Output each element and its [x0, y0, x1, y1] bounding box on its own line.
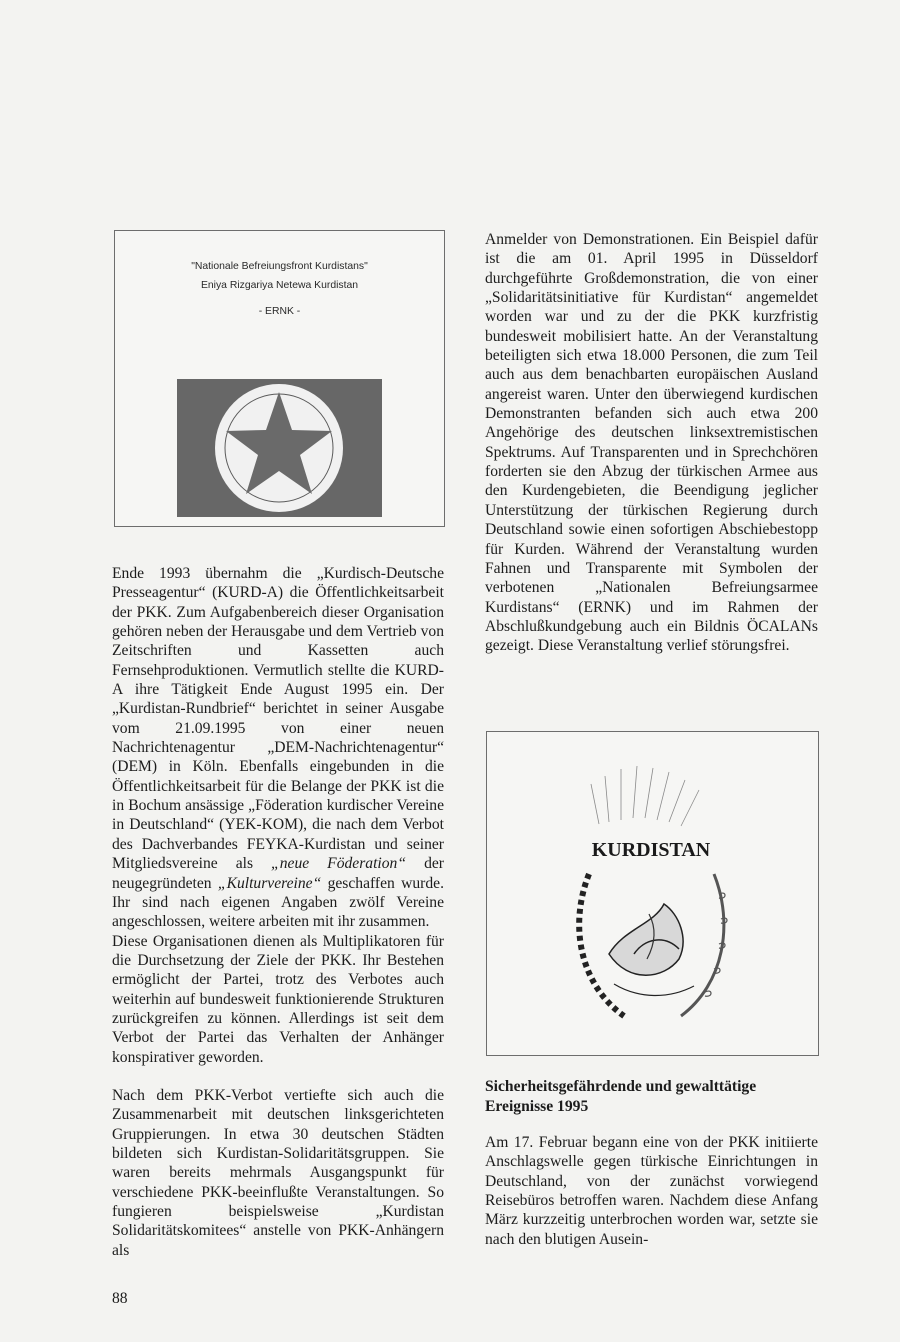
left-paragraph-1	[112, 564, 444, 932]
left-p1-italic-1: „neue Föderation“	[271, 855, 407, 873]
left-p1-text: Ende 1993 übernahm die „Kurdisch-Deutsche Presseagentur“ (KURD-A) die Öffentlichkeitsarbeit der PKK. Zum Aufgabenbereich dieser Organisation gehören neben der Herausgabe und dem Vertrieb von Zeitschriften und Kassetten auch Fernsehproduktionen. Vermutlich stellte die KURD-A ihre Tätigkeit Ende August 1995 ein. Der „Kurdistan-Rundbrief“ berichtet in seiner Ausgabe vom 21.09.1995 von einer neuen Nachrichtenagentur „DEM-Nachrichtenagentur“ (DEM) in Köln. Ebenfalls eingebunden in die Öffentlichkeitsarbeit für die Belange der PKK ist die in Bochum ansässige „Föderation kurdischer Vereine in Deutschland“ (YEK-KOM), die nach dem Verbot des Dachverbandes FEYKA-Kurdistan und seiner Mitgliedsvereine als	[112, 565, 444, 873]
page-number: 88	[112, 1290, 128, 1307]
right-paragraph-1: Anmelder von Demonstrationen. Ein Beispiel dafür ist die am 01. April 1995 in Düsseldorf durchgeführte Großdemonstration, die von einer „Solidaritätsinitiative für Kurdistan“ angemeldet worden war und zu der die PKK kurzfristig bundesweit mobilisiert hatte. An der Veranstaltung beteiligten sich etwa 18.000 Personen, die zum Teil auch aus dem benachbarten europäischen Ausland angereist waren. Unter den überwiegend kurdischen Demonstranten befanden sich auch etwa 200 Angehörige des deutschen linksextremistischen Spektrums. Auf Transparenten und in Sprechchören forderten sie den Abzug der türkischen Armee aus den Kurdengebieten, die Beendigung jeglicher Unterstützung der türkischen Regierung durch Deutschland sowie einen sofortigen Abschiebestopp für Kurden. Während der Veranstaltung wurden Fahnen und Transparente mit Symbolen der verbotenen „Nationalen Befreiungsarmee Kurdistans“ (ERNK) und im Rahmen der Abschlußkundgebung auch ein Bildnis ÖCALANs gezeigt. Diese Veranstaltung verlief störungsfrei.	[485, 231, 818, 655]
kurdistan-emblem-figure	[486, 731, 819, 1056]
emblem-text: KURDISTAN	[591, 839, 711, 861]
ernk-flag-image	[177, 379, 382, 517]
ernk-caption-line3: - ERNK -	[258, 306, 301, 317]
ernk-figure	[114, 230, 445, 527]
right-paragraph-2: Am 17. Februar begann eine von der PKK initiierte Anschlagswelle gegen türkische Einrichtungen in Deutschland, von der zunächst vorwiegend Reisebüros betroffen waren. Nachdem diese Anfang März kurzzeitig unterbrochen worden war, setzte sie nach den blutigen Ausein-	[485, 1134, 818, 1248]
left-paragraph-3: Nach dem PKK-Verbot vertiefte sich auch die Zusammenarbeit mit deutschen linksgerichteten Gruppierungen. In etwa 30 deutschen Städten bildeten sich Kurdistan-Solidaritätsgruppen. Sie waren bereits mehrmals Ausgangspunkt für verschiedene PKK-beeinflußte Veranstaltungen. So fungieren beispielsweise „Kurdistan Solidaritätskomitees“ anstelle von PKK-Anhängern als	[112, 1086, 444, 1259]
left-p1-mid: der neugegründeten	[112, 855, 444, 892]
left-p1-italic-2: „Kulturvereine“	[217, 874, 322, 892]
left-paragraph-2: Diese Organisationen dienen als Multiplikatoren für die Durchsetzung der Ziele der PKK. Ihr Bestehen ermöglicht der Partei, trotz des Verbotes auch weiterhin auf bundesweit funktionierende Strukturen zurückgreifen zu können. Allerdings ist seit dem Verbot der Partei das Verhalten der Anhänger konspirativer geworden.	[112, 932, 444, 1066]
ernk-caption-line2: Eniya Rizgariya Netewa Kurdistan	[200, 280, 359, 291]
left-column	[112, 564, 444, 1260]
left-p1-end: geschaffen wurde. Ihr sind nach eigenen Angaben zwölf Vereine angeschlossen, weitere arbeiten mit ihr zusammen.	[112, 874, 444, 931]
section-heading: Sicherheitsgefährdende und gewalttätige Ereignisse 1995	[485, 1078, 757, 1115]
right-column-top	[485, 230, 818, 656]
kurdistan-emblem-image	[569, 754, 734, 1044]
right-column-bottom	[485, 1133, 818, 1249]
ernk-caption-line1: "Nationale Befreiungsfront Kurdistans"	[191, 261, 368, 272]
